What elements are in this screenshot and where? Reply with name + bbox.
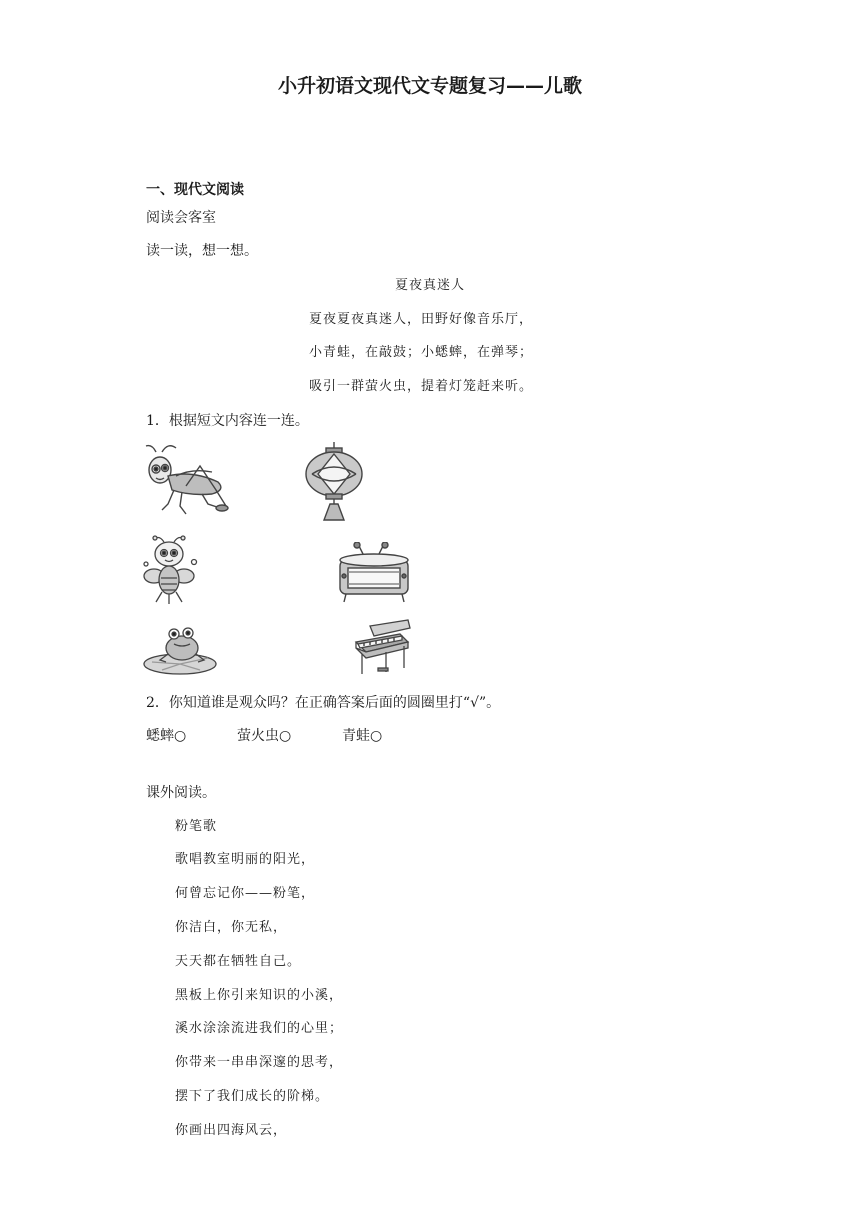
poem-line: 何曾忘记你——粉笔，: [175, 886, 316, 901]
poem-line: 黑板上你引来知识的小溪，: [175, 988, 344, 1003]
poem-title-chalk: 粉笔歌: [175, 819, 218, 834]
poem-line: 天天都在牺牲自己。: [175, 954, 302, 969]
poem-line: 你画出四海风云，: [175, 1123, 288, 1138]
poem-line: 吸引一群萤火虫，提着灯笼赶来听。: [309, 379, 534, 394]
poem-line: 你洁白，你无私，: [175, 920, 288, 935]
poem-line: 歌唱教室明丽的阳光，: [175, 852, 316, 867]
poem-title: 夏夜真迷人: [394, 278, 465, 293]
section-heading-extracurricular: 课外阅读。: [146, 785, 216, 801]
option-firefly[interactable]: 萤火虫○: [237, 728, 292, 744]
firefly-icon: [142, 534, 200, 606]
poem-line: 溪水涂涂流进我们的心里；: [175, 1021, 344, 1036]
poem-line: 小青蛙，在敲鼓；小蟋蟀，在弹琴；: [309, 345, 534, 360]
poem-line: 夏夜夏夜真迷人，田野好像音乐厅，: [309, 312, 534, 327]
piano-icon: [350, 618, 414, 678]
grasshopper-icon: [142, 442, 230, 520]
lantern-icon: [302, 442, 366, 522]
question-1: 1．根据短文内容连一连。: [146, 413, 309, 429]
drum-icon: [334, 542, 414, 604]
page-title: 小升初语文现代文专题复习——儿歌: [277, 75, 582, 97]
instruction-text: 读一读，想一想。: [146, 243, 258, 259]
section-heading: 一、现代文阅读: [146, 182, 244, 198]
poem-line: 摆下了我们成长的阶梯。: [175, 1089, 330, 1104]
poem-line: 你带来一串串深邃的思考，: [175, 1055, 344, 1070]
option-frog[interactable]: 青蛙○: [342, 728, 383, 744]
frog-icon: [142, 624, 220, 676]
subheading-reading-room: 阅读会客室: [146, 210, 216, 226]
question-2: 2．你知道谁是观众吗？在正确答案后面的圆圈里打“√”。: [146, 695, 501, 711]
option-cricket[interactable]: 蟋蟀○: [146, 728, 187, 744]
